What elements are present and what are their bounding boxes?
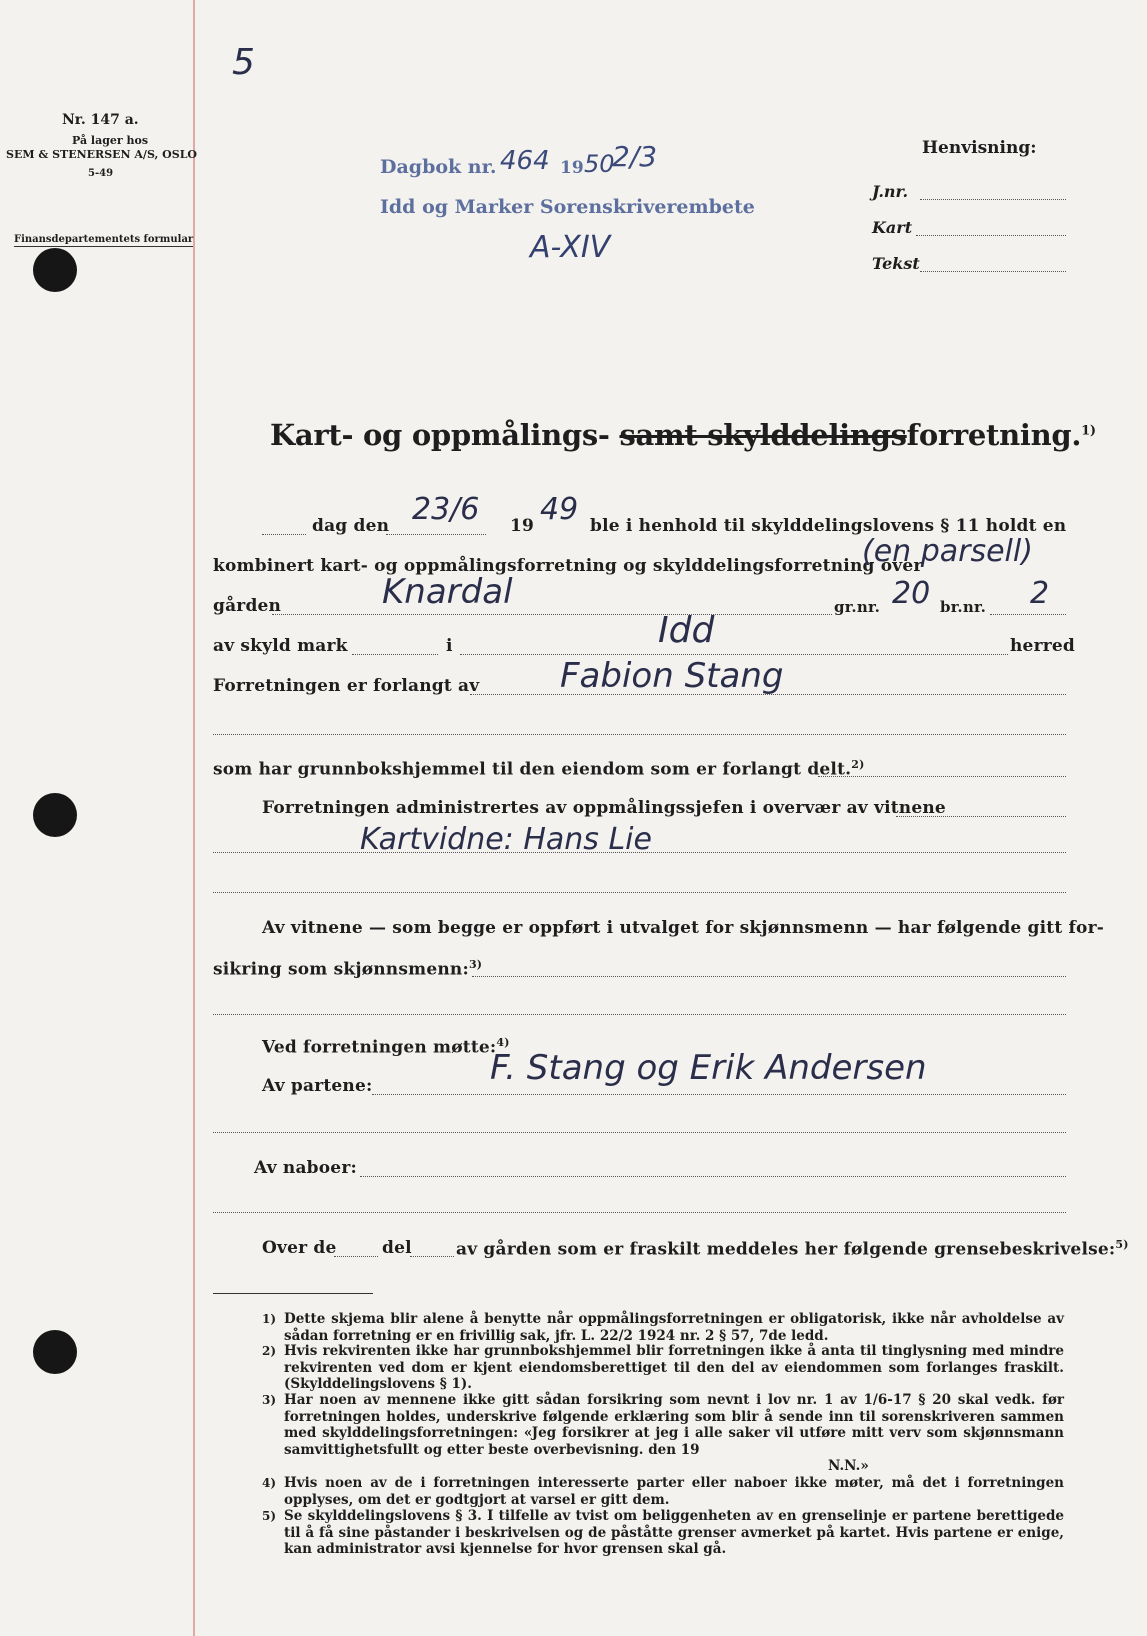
brnr-label: br.nr.: [940, 598, 987, 616]
document-title: [270, 418, 1096, 452]
vitner-note: 3): [468, 958, 483, 971]
margin-line: [193, 0, 195, 1636]
hjemmel-note: 2): [851, 758, 865, 771]
herred-label: herred: [1010, 636, 1075, 656]
garden-line[interactable]: [272, 614, 832, 615]
witnesses-handwritten: Kartvidne: Hans Lie: [360, 822, 652, 857]
mote-note: 4): [496, 1036, 510, 1049]
garden-handwritten: Knardal: [382, 572, 513, 612]
over-de-line[interactable]: [334, 1256, 378, 1257]
punch-hole-middle: [33, 793, 77, 837]
form-number: Nr. 147 a.: [62, 112, 139, 128]
administrert-text: Forretningen administrertes av oppmålingssjefen i overvær av vitnene: [262, 798, 946, 818]
jnr-line[interactable]: [920, 199, 1066, 200]
blank-line-4[interactable]: [213, 1132, 1066, 1133]
del-line[interactable]: [410, 1256, 454, 1257]
tekst-label: Tekst: [872, 254, 920, 273]
year-handwritten: 49: [540, 492, 579, 527]
hjemmel-text-body: som har grunnbokshjemmel til den eiendom som er forlangt delt.: [213, 759, 852, 780]
punch-hole-bottom: [33, 1330, 77, 1374]
grnr-handwritten: 20: [892, 576, 931, 611]
footnote-5-text: Se skylddelingslovens § 3. I tilfelle av tvist om beliggenheten av en grenselinje er partene berettigede til å få sine påstander i beskrivelsen og de påståtte grenser avmerket på kartet. Hvis partene er enige, kan administrator avsi kjennelse for hvor grensen skal gå.: [284, 1508, 1064, 1557]
blank-line-5[interactable]: [213, 1212, 1066, 1213]
stamp-dagbok-label: Dagbok nr.: [380, 156, 497, 178]
skyld-line[interactable]: [352, 654, 438, 655]
partene-handwritten: F. Stang og Erik Andersen: [490, 1048, 927, 1088]
footnote-4-num: 4): [262, 1476, 277, 1490]
footnote-2-text: Hvis rekvirenten ikke har grunnbokshjemmel blir forretningen ikke å anta til tinglysning med mindre rekvirenten ved dom er kjent eiendomsberettiget til den del av eiendommen som forlanges fraskilt. (Skylddelingslovens § 1).: [284, 1343, 1064, 1392]
skyld-label: av skyld mark: [213, 636, 348, 656]
mote-label-body: Ved forretningen møtte:: [262, 1037, 497, 1058]
title-part1: Kart- og oppmålings-: [270, 418, 610, 452]
footnote-3-signature: N.N.»: [828, 1458, 869, 1474]
kart-label: Kart: [872, 218, 913, 237]
stock-line1: På lager hos: [72, 134, 149, 147]
vitner-line2-body: sikring som skjønnsmenn:: [213, 959, 469, 980]
title-struck: samt skylddelings: [619, 418, 907, 452]
date-handwritten: 23/6: [412, 492, 480, 527]
footnote-separator: [213, 1293, 373, 1294]
tekst-line[interactable]: [920, 271, 1066, 272]
page-number-handwritten: 5: [232, 42, 255, 83]
vitner-line2: [213, 958, 482, 980]
footnote-3-text: Har noen av mennene ikke gitt sådan forsikring som nevnt i lov nr. 1 av 1/6-17 § 20 skal vedk. før forretningen holdes, underskrive følgende erklæring som blir å sende inn til sorenskriveren sammen med skylddelingsforretningen: «Jeg forsikrer at jeg i alle saker vil utføre mitt verv som skjønnsmann samvittighetsfullt og etter beste overbevisning. den 19: [284, 1392, 1064, 1458]
footnote-3-num: 3): [262, 1393, 277, 1407]
intro-line1-rest: ble i henhold til skylddelingslovens § 11 holdt en: [590, 516, 1067, 536]
footnote-4-text: Hvis noen av de i forretningen interesserte parter eller naboer ikke møter, må det i forretningen opplyses, om det er godtgjort at varsel er gitt dem.: [284, 1475, 1064, 1508]
stamp-date-fraction: 2/3: [612, 140, 658, 173]
ministry-form: Finansdepartementets formular: [14, 234, 194, 245]
footnote-1-num: 1): [262, 1312, 277, 1326]
over-rest-body: av gården som er fraskilt meddeles her følgende grensebeskrivelse:: [456, 1239, 1116, 1260]
intro-line2: kombinert kart- og oppmålingsforretning og skylddelingsforretning over: [213, 556, 923, 576]
herred-handwritten: Idd: [658, 610, 715, 651]
i-label: i: [446, 636, 453, 656]
footnote-1-text: Dette skjema blir alene å benytte når oppmålingsforretningen er obligatorisk, ikke når avholdelse av sådan forretning er en frivillig sak, jfr. L. 22/2 1924 nr. 2 § 57, 7de ledd.: [284, 1311, 1064, 1344]
naboer-label: Av naboer:: [254, 1158, 357, 1178]
mote-label: [262, 1036, 510, 1058]
stamp-dagbok-number: 464: [500, 146, 550, 176]
vitner-line[interactable]: [472, 976, 1066, 977]
kart-line[interactable]: [916, 235, 1066, 236]
vitner-line1: Av vitnene — som begge er oppført i utvalget for skjønnsmenn — har følgende gitt for-: [262, 918, 1104, 938]
brnr-line[interactable]: [990, 614, 1066, 615]
year-prefix: 19: [510, 516, 535, 536]
punch-hole-top: [33, 248, 77, 292]
archive-reference: A-XIV: [530, 230, 611, 265]
del-label: del: [382, 1238, 412, 1258]
over-note: 5): [1115, 1238, 1129, 1251]
naboer-line[interactable]: [360, 1176, 1066, 1177]
title-part2: forretning.: [906, 418, 1082, 452]
footnote-2-num: 2): [262, 1344, 277, 1358]
grnr-label: gr.nr.: [834, 598, 881, 616]
intro-line2-handwritten: (en parsell): [862, 534, 1033, 569]
hjemmel-text: [213, 758, 865, 780]
blank-line-3[interactable]: [213, 1014, 1066, 1015]
over-de-label: Over de: [262, 1238, 337, 1258]
blank-line-2[interactable]: [213, 892, 1066, 893]
over-rest: [456, 1238, 1129, 1260]
date-line[interactable]: [386, 534, 486, 535]
dag-den-label: dag den: [312, 516, 390, 536]
administrert-line[interactable]: [896, 816, 1066, 817]
requested-label: Forretningen er forlangt av: [213, 676, 480, 696]
jnr-label: J.nr.: [872, 182, 909, 201]
title-note: 1): [1081, 423, 1096, 439]
partene-line[interactable]: [372, 1094, 1066, 1095]
garden-label: gården: [213, 596, 282, 616]
hjemmel-line[interactable]: [818, 776, 1066, 777]
henvisning-title: Henvisning:: [922, 138, 1037, 158]
stock-line2: SEM & STENERSEN A/S, OSLO: [6, 148, 198, 161]
stamp-year-suffix: 50: [584, 150, 615, 178]
form-code: 5-49: [88, 168, 114, 179]
stamp-office: Idd og Marker Sorenskriverembete: [380, 196, 755, 218]
brnr-handwritten: 2: [1030, 576, 1050, 611]
blank-line-1[interactable]: [213, 734, 1066, 735]
footnote-5-num: 5): [262, 1509, 277, 1523]
partene-label: Av partene:: [262, 1076, 373, 1096]
stamp-year-prefix: 19: [560, 158, 584, 178]
day-line[interactable]: [262, 534, 306, 535]
herred-line[interactable]: [460, 654, 1008, 655]
requested-handwritten: Fabion Stang: [560, 656, 784, 696]
